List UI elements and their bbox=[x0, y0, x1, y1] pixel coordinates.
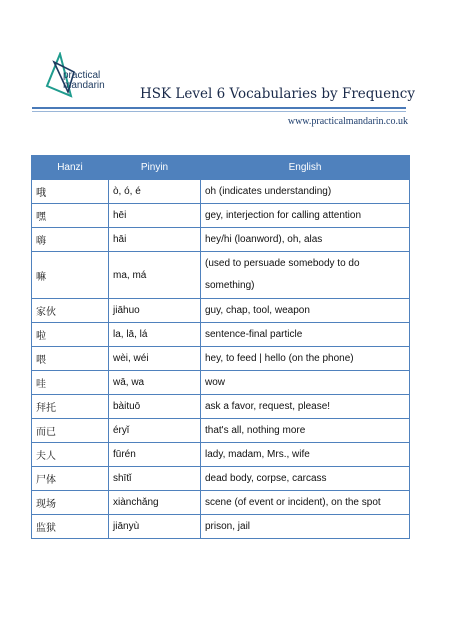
hanzi-cell: 哇 bbox=[32, 371, 109, 395]
english-text: (used to persuade somebody to do something) bbox=[205, 258, 360, 291]
english-cell: prison, jail bbox=[201, 515, 410, 539]
pinyin-cell: wā, wa bbox=[109, 371, 201, 395]
pinyin-cell: ma, má bbox=[109, 252, 201, 299]
column-header-pinyin: Pinyin bbox=[109, 156, 201, 180]
table-row bbox=[32, 180, 410, 204]
hanzi-cell: 拜托 bbox=[32, 395, 109, 419]
vocabulary-table bbox=[31, 155, 410, 539]
hanzi-cell: 现场 bbox=[32, 491, 109, 515]
table-row bbox=[32, 467, 410, 491]
english-cell: guy, chap, tool, weapon bbox=[201, 299, 410, 323]
logo-word-mandarin: mandarin bbox=[63, 80, 105, 91]
pinyin-cell: xiànchǎng bbox=[109, 491, 201, 515]
pinyin-cell: ò, ó, é bbox=[109, 180, 201, 204]
hanzi-cell: 而已 bbox=[32, 419, 109, 443]
pinyin-cell: jiānyù bbox=[109, 515, 201, 539]
table-row bbox=[32, 491, 410, 515]
table-row bbox=[32, 252, 410, 299]
english-cell: that's all, nothing more bbox=[201, 419, 410, 443]
english-cell: oh (indicates understanding) bbox=[201, 180, 410, 204]
hanzi-cell: 嗨 bbox=[32, 228, 109, 252]
hanzi-cell: 嘛 bbox=[32, 252, 109, 299]
english-cell: scene (of event or incident), on the spot bbox=[201, 491, 410, 515]
hanzi-cell: 监狱 bbox=[32, 515, 109, 539]
english-cell: gey, interjection for calling attention bbox=[201, 204, 410, 228]
pinyin-cell: shītǐ bbox=[109, 467, 201, 491]
table-row bbox=[32, 443, 410, 467]
hanzi-cell: 啦 bbox=[32, 323, 109, 347]
pinyin-cell: la, lā, lá bbox=[109, 323, 201, 347]
title-divider-thin bbox=[32, 111, 406, 112]
pinyin-cell: jiāhuo bbox=[109, 299, 201, 323]
table-row bbox=[32, 323, 410, 347]
table-row bbox=[32, 419, 410, 443]
hanzi-cell: 喂 bbox=[32, 347, 109, 371]
english-cell: ask a favor, request, please! bbox=[201, 395, 410, 419]
table-row bbox=[32, 395, 410, 419]
pinyin-cell: éryǐ bbox=[109, 419, 201, 443]
english-cell: hey, to feed | hello (on the phone) bbox=[201, 347, 410, 371]
practical-mandarin-logo bbox=[44, 52, 124, 100]
website-url: www.practicalmandarin.co.uk bbox=[287, 116, 408, 127]
table-row bbox=[32, 299, 410, 323]
english-cell: hey/hi (loanword), oh, alas bbox=[201, 228, 410, 252]
hanzi-cell: 嘿 bbox=[32, 204, 109, 228]
english-cell: wow bbox=[201, 371, 410, 395]
hanzi-cell: 夫人 bbox=[32, 443, 109, 467]
logo-word-practical: practical bbox=[63, 70, 101, 81]
english-cell: lady, madam, Mrs., wife bbox=[201, 443, 410, 467]
page-title: HSK Level 6 Vocabularies by Frequency bbox=[140, 86, 415, 102]
english-cell: sentence-final particle bbox=[201, 323, 410, 347]
pinyin-cell: fūrén bbox=[109, 443, 201, 467]
column-header-english: English bbox=[201, 156, 410, 180]
title-divider bbox=[32, 107, 406, 109]
english-cell bbox=[201, 252, 410, 299]
table-row bbox=[32, 347, 410, 371]
table-row bbox=[32, 515, 410, 539]
hanzi-cell: 家伙 bbox=[32, 299, 109, 323]
pinyin-cell: hēi bbox=[109, 204, 201, 228]
column-header-hanzi: Hanzi bbox=[32, 156, 109, 180]
pinyin-cell: bàituō bbox=[109, 395, 201, 419]
hanzi-cell: 哦 bbox=[32, 180, 109, 204]
pinyin-cell: hāi bbox=[109, 228, 201, 252]
table-row bbox=[32, 228, 410, 252]
pinyin-cell: wèi, wéi bbox=[109, 347, 201, 371]
hanzi-cell: 尸体 bbox=[32, 467, 109, 491]
english-cell: dead body, corpse, carcass bbox=[201, 467, 410, 491]
table-row bbox=[32, 371, 410, 395]
table-row bbox=[32, 204, 410, 228]
table-header-row bbox=[32, 156, 410, 180]
